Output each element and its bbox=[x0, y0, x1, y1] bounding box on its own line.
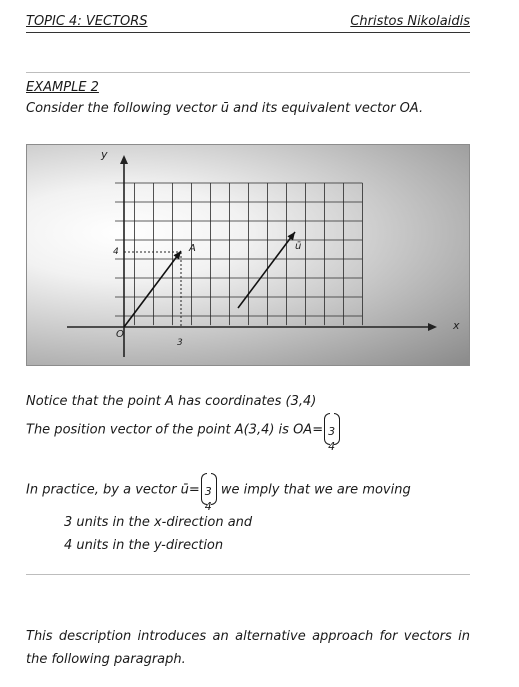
note-position-vector bbox=[26, 413, 340, 453]
header-topic: TOPIC 4: VECTORS bbox=[26, 14, 148, 29]
axis-x-label: x bbox=[453, 319, 460, 332]
note-x-direction: 3 units in the x-direction and bbox=[64, 515, 253, 530]
y-axis-arrow-icon bbox=[120, 155, 128, 164]
note-y-direction: 4 units in the y-direction bbox=[64, 538, 224, 553]
example-title: EXAMPLE 2 bbox=[26, 80, 99, 95]
grid-lines bbox=[115, 183, 362, 325]
vector-figure bbox=[26, 144, 470, 366]
divider-bottom bbox=[26, 574, 470, 575]
vec-oa-bottom: 4 bbox=[328, 440, 336, 453]
point-a-label: A bbox=[189, 243, 196, 254]
column-vector-u bbox=[201, 473, 217, 513]
vector-u-label: ū bbox=[295, 241, 302, 252]
vec-oa-top: 3 bbox=[328, 425, 336, 438]
vector-graph bbox=[27, 145, 470, 366]
note-position-vector-text: The position vector of the point A(3,4) is OA= bbox=[26, 422, 324, 438]
axis-y-label: y bbox=[101, 148, 108, 161]
header-author: Christos Nikolaidis bbox=[350, 14, 470, 29]
tick-x-label: 3 bbox=[177, 338, 183, 348]
vec-u-top: 3 bbox=[204, 485, 212, 498]
note-coordinates: Notice that the point A has coordinates (3,4) bbox=[26, 394, 317, 409]
vectors-layer bbox=[124, 232, 295, 327]
column-vector-oa bbox=[324, 413, 340, 453]
divider-top bbox=[26, 72, 470, 73]
vec-u-bottom: 4 bbox=[204, 500, 212, 513]
header-rule bbox=[26, 32, 470, 33]
x-axis-arrow-icon bbox=[428, 323, 437, 331]
note-in-practice bbox=[26, 473, 411, 513]
origin-label: O bbox=[116, 329, 124, 340]
example-intro: Consider the following vector ū and its equivalent vector OA. bbox=[26, 101, 424, 116]
vector-u-arrow-icon bbox=[287, 232, 295, 241]
closing-paragraph: This description introduces an alternative approach for vectors in the following paragraph. bbox=[26, 629, 470, 667]
note-in-practice-suffix: we imply that we are moving bbox=[216, 482, 411, 498]
note-in-practice-text: In practice, by a vector ū= bbox=[26, 482, 200, 498]
tick-y-label: 4 bbox=[113, 247, 119, 257]
